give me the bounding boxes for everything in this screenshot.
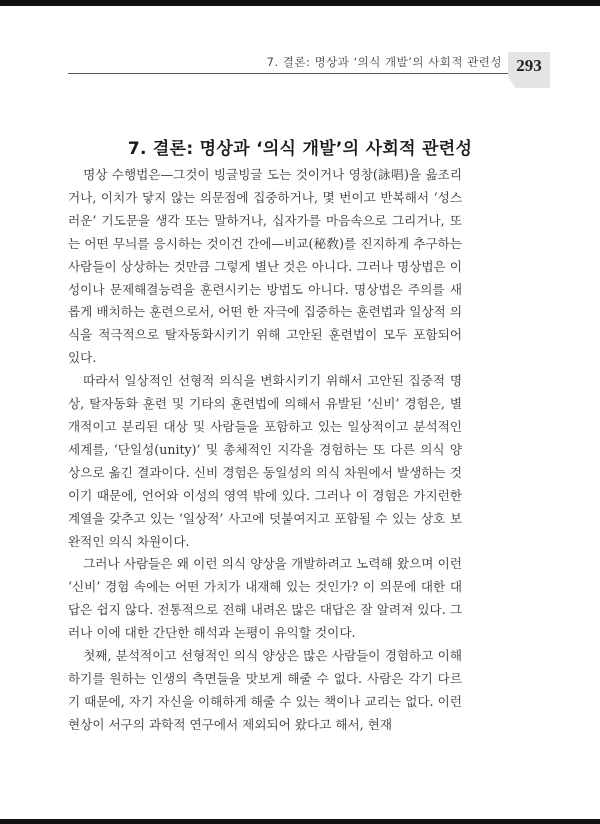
section-title: 7. 결론: 명상과 ‘의식 개발’의 사회적 관련성 bbox=[127, 139, 473, 160]
body-text bbox=[68, 164, 462, 737]
running-header bbox=[0, 50, 600, 90]
bottom-border bbox=[0, 819, 600, 824]
page-number: 293 bbox=[516, 56, 542, 75]
paragraph: 그러나 사람들은 왜 이런 의식 양상을 개발하려고 노력해 왔으며 이런 ‘신비’ 경험 속에는 어떤 가치가 내재해 있는 것인가? 이 의문에 대한 대답은 쉽지 않다. 전통적으로 전해 내려온 많은 대답은 잘 알려져 있다. 그러나 이에 대한 간단한 해석과 논평이 유익할 것이다. bbox=[68, 556, 462, 641]
paragraph: 첫째, 분석적이고 선형적인 의식 양상은 많은 사람들이 경험하고 이해하기를 원하는 인생의 측면들을 맛보게 해줄 수 없다. 사람은 각기 다르기 때문에, 자기 자신을 이해하게 해줄 수 있는 책이나 교리는 없다. 이런 현상이 서구의 과학적 연구에서 제외되어 왔다고 해서, 현재 bbox=[68, 648, 462, 732]
running-title: 7. 결론: 명상과 ‘의식 개발’의 사회적 관련성 bbox=[266, 55, 502, 69]
paragraph: 명상 수행법은—그것이 빙글빙글 도는 것이거나 영창(詠唱)을 읊조리거나, 이치가 닿지 않는 의문점에 집중하거나, 몇 번이고 반복해서 ‘성스러운’ 기도문을 생각 또는 말하거나, 십자가를 마음속으로 그리거나, 또는 어떤 무늬를 응시하는 것이건 간에—비교(秘敎)를 진지하게 추구하는 사람들이 상상하는 것만큼 그렇게 별난 것은 아니다. 그러나 명상법은 이성이나 문제해결능력을 훈련시키는 방법도 아니다. 명상법은 주의를 새롭게 배치하는 훈련으로서, 어떤 한 자극에 집중하는 훈련법과 일상적 의식을 적극적으로 탈자동화시키기 위해 고안된 훈련법이 모두 포함되어 있다. bbox=[68, 167, 462, 366]
top-border bbox=[0, 0, 600, 6]
header-rule bbox=[68, 73, 508, 74]
paragraph: 따라서 일상적인 선형적 의식을 변화시키기 위해서 고안된 집중적 명상, 탈자동화 훈련 및 기타의 훈련법에 의해서 유발된 ‘신비’ 경험은, 별개적이고 분리된 대상 및 사람들을 포함하고 있는 일상적이고 분석적인 세계를, ‘단일성(unity)’ 및 총체적인 지각을 경험하는 또 다른 의식 양상으로 옮긴 결과이다. 신비 경험은 동일성의 의식 차원에서 발생하는 것이기 때문에, 언어와 이성의 영역 밖에 있다. 그러나 이 경험은 가지런한 계열을 갖추고 있는 ‘일상적’ 사고에 덧붙여지고 포함될 수 있는 상호 보완적인 의식 차원이다. bbox=[68, 373, 462, 549]
